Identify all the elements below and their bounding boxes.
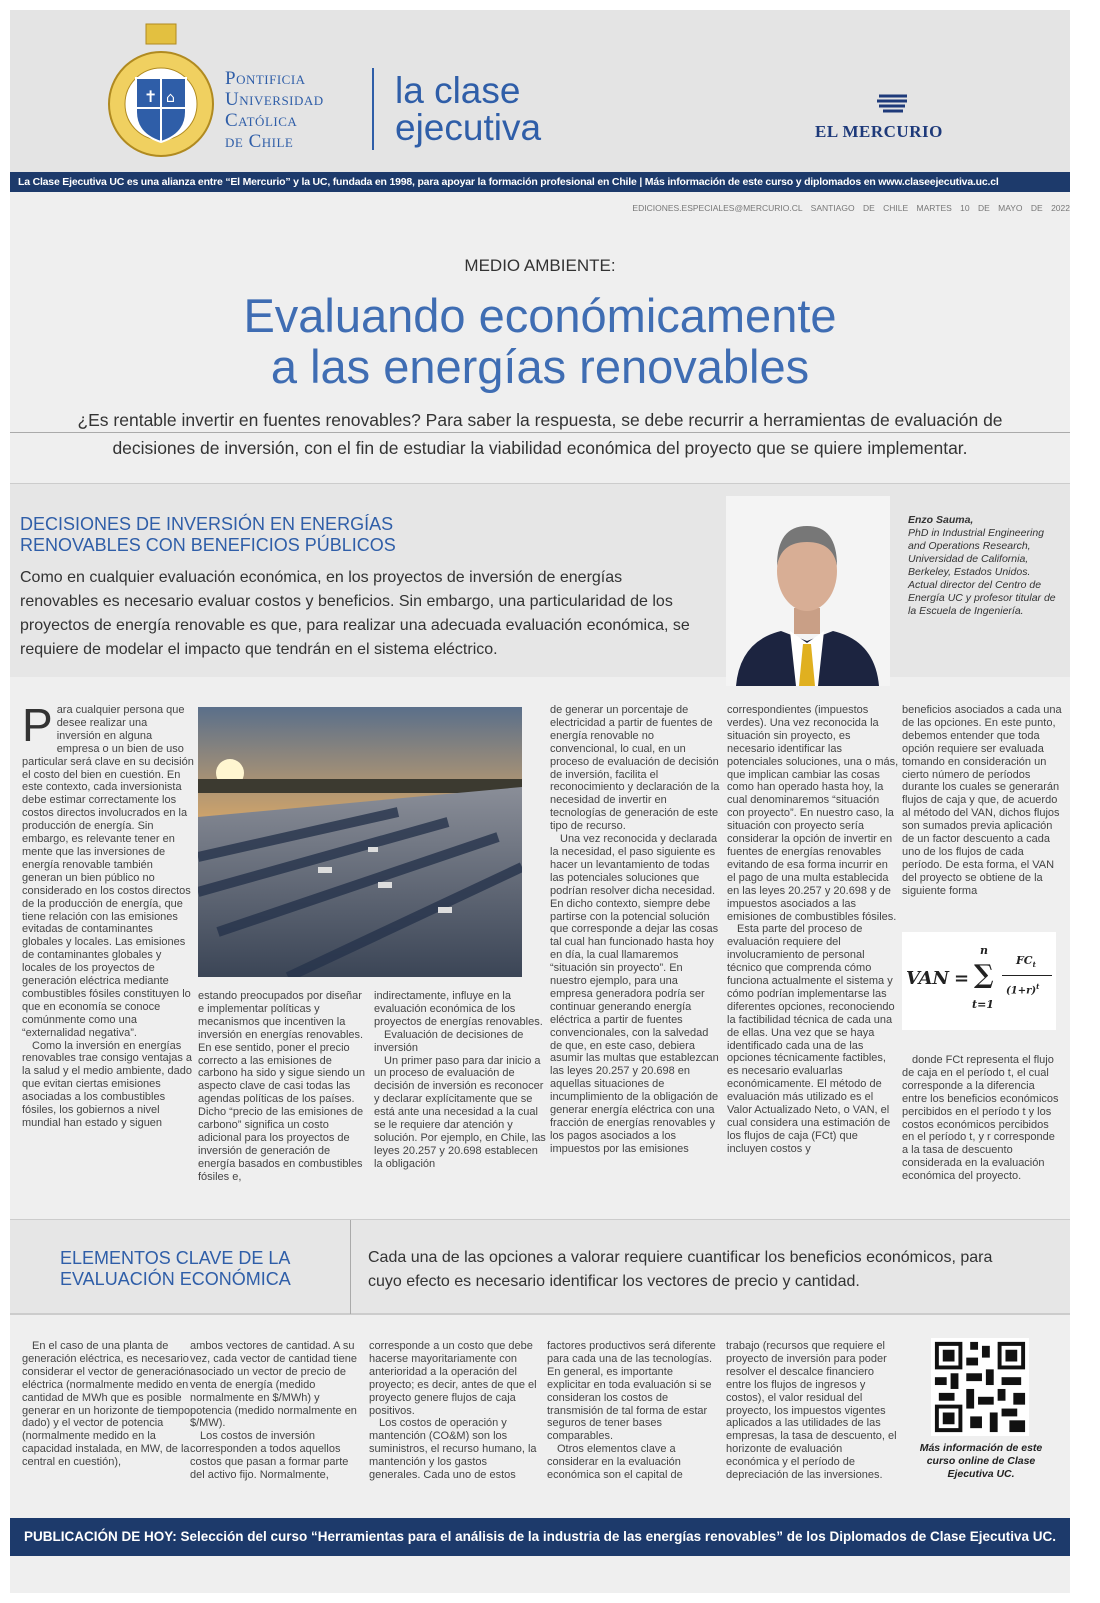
solar-panels-photo <box>198 707 522 977</box>
section-key-elements <box>10 1219 1070 1315</box>
qr-caption: Más información de este curso online de Clase Ejecutiva UC. <box>919 1442 1043 1480</box>
brand-la-clase-ejecutiva: la clase ejecutiva <box>395 70 542 148</box>
subheadline: ¿Es rentable invertir en fuentes renovables? Para saber la respuesta, se debe recurrir a herramientas de evaluación de decisiones de inversión, con el fin de estudiar la viabilidad económica del proyecto que se quiere implementar. <box>77 410 1003 458</box>
divider <box>350 1220 351 1314</box>
svg-text:✝: ✝ <box>144 87 158 106</box>
section-intro <box>10 483 1070 677</box>
newspaper-page <box>10 10 1070 1593</box>
divider <box>372 68 374 150</box>
date: MARTES 10 DE MAYO DE 2022 <box>916 203 1070 213</box>
university-name: Pontificia Universidad Católica de Chile <box>225 68 324 152</box>
section-lead: Como en cualquier evaluación económica, en los proyectos de inversión de energías renovables es necesario evaluar costos y beneficios. Sin embargo, una particularidad de los proyectos de energía renovable es que, para realizar una adecuada evaluación económica, se requiere de modelar el impacto que tendrán en el sistema eléctrico. <box>20 569 690 658</box>
qr-code[interactable] <box>931 1338 1029 1436</box>
dateline <box>632 203 1070 213</box>
bottom-column-2: ambos vectores de cantidad. A su vez, cada vector de cantidad tiene asociado un vector de precio de venta de energía (medido normalmente en $/MWh) y potencia (medido normalmente en $/MW). Los costos de inversión corresponden a todos aquellos costos que pasan a formar parte del activo fijo. Normalmente, <box>190 1340 357 1482</box>
headline: Evaluando económicamente a las energías renovables <box>243 289 837 393</box>
svg-text:⌂: ⌂ <box>166 90 175 106</box>
alliance-banner: La Clase Ejecutiva UC es una alianza entre “El Mercurio” y la UC, fundada en 1998, para apoyar la formación profesional en Chile | Más información de este curso y diplomados en www.claseejecutiva.uc.cl <box>10 172 1070 192</box>
author-caption: Enzo Sauma, PhD in Industrial Engineering and Operations Research, Universidad de California, Berkeley, Estados Unidos. Actual director del Centro de Energía UC y profesor titular de la Escuela de Ingeniería. <box>908 514 1056 617</box>
section-heading: ELEMENTOS CLAVE DE LA EVALUACIÓN ECONÓMICA <box>60 1248 291 1289</box>
article-column-3: indirectamente, influye en la evaluación económica de los proyectos de energías renovables. Evaluación de decisiones de inversión Un primer paso para dar inicio a un proceso de evaluación de decisión de inversión es reconocer y declarar explícitamente que se está ante una necesidad a la cual se le requiere dar atención y solución. Por ejemplo, en Chile, las leyes 20.257 y 20.698 establecen la obligación <box>374 990 546 1170</box>
bottom-column-1: En el caso de una planta de generación eléctrica, es necesario considerar el vector de generación eléctrica (normalmente medido en cantidad de MWh que es posible generar en un horizonte de tiempo dado) y el vector de potencia (normalmente medido en la capacidad instalada, en MW, de la central en cuestión), <box>22 1340 191 1469</box>
publication-footer: PUBLICACIÓN DE HOY: Selección del curso “Herramientas para el análisis de la industria de las energías renovables” de los Diplomados de Clase Ejecutiva UC. <box>10 1518 1070 1556</box>
article-column-4: de generar un porcentaje de electricidad a partir de fuentes de energía renovable no convencional, lo cual, en un proceso de evaluación de decisión de inversión, facilita el reconocimiento y declaración de la necesidad de invertir en tecnologías de generación de este tipo de recurso. Una vez reconocida y declarada la necesidad, el paso siguiente es hacer un levantamiento de todas las potenciales soluciones que podrían resolver dicha necesidad. En dicho contexto, siempre debe partirse con la potencial solución que corresponde a dejar las cosas tal cual han funcionado hasta hoy en día, la cual llamaremos “situación sin proyecto”. En nuestro ejemplo, para una empresa generadora podría ser continuar generando energía eléctrica a partir de fuentes convencionales, con la salvedad de que, en este caso, debiera asumir las multas que establezcan las leyes 20.257 y 20.698 en aquellas situaciones de incumplimiento de la obligación de generar energía eléctrica con una fracción de energías renovables y los pagos asociados a los impuestos por las emisiones <box>550 704 720 1155</box>
bottom-column-3: corresponde a un costo que debe hacerse mayoritariamente con anterioridad a la operación del proyecto; es decir, antes de que el proyecto genere flujos de caja positivos. Los costos de operación y mantención (CO&M) son los suministros, el recurso humano, la mantención y los gastos generales. Cada uno de estos <box>369 1340 537 1482</box>
masthead <box>10 10 1070 172</box>
bottom-column-5: trabajo (recursos que requiere el proyecto de inversión para poder resolver el descalce financiero entre los flujos de ingresos y costos), el valor residual del proyecto, los impuestos vigentes aplicados a las utilidades de las empresas, la tasa de descuento, el horizonte de evaluación económica y el período de depreciación de las inversiones. <box>726 1340 897 1482</box>
drop-cap: P <box>22 699 53 751</box>
article-column-5: correspondientes (impuestos verdes). Una vez reconocida la situación sin proyecto, es necesario identificar las potenciales soluciones, una o más, que implican cambiar las cosas como han operado hasta hoy, la cual denominaremos “situación con proyecto”. En nuestro caso, la situación con proyecto sería considerar la opción de invertir en fuentes de energías renovables evitando de esa forma incurrir en el pago de una multa establecida en las leyes 20.257 y 20.698 y de impuestos asociados a las emisiones de combustibles fósiles. Esta parte del proceso de evaluación requiere del involucramiento de personal técnico que comprenda cómo funciona actualmente el sistema y cómo podrían implementarse las diferentes opciones, reconociendo la factibilidad técnica de cada una de ellas. Una vez que se haya identificado cada una de las opciones técnicamente factibles, es necesario evaluarlas económicamente. El método de evaluación más utilizado es el Valor Actualizado Neto, o VAN, el cual considera una estimación de los flujos de caja (FCt) que incluyen costos y <box>727 704 899 1155</box>
subheading: Evaluación de decisiones de inversión <box>374 1028 524 1054</box>
article-column-2: estando preocupados por diseñar e implementar políticas y mecanismos que incentiven la inversión en energías renovables. En ese sentido, poner el precio correcto a las emisiones de carbono ha sido y sigue siendo un aspecto clave de casi todas las agendas políticas de los países. Dicho “precio de las emisiones de carbono” significa un costo adicional para los proyectos de inversión de generación de energía basados en combustibles fósiles e, <box>198 990 365 1183</box>
el-mercurio-emblem-icon <box>875 92 911 118</box>
van-formula: VAN = n ∑ t=1 $FC_t$ $(1+r)^t$ <box>902 932 1056 1030</box>
section-heading: DECISIONES DE INVERSIÓN EN ENERGÍAS RENOVABLES CON BENEFICIOS PÚBLICOS <box>20 514 396 555</box>
section-kicker: MEDIO AMBIENTE: <box>464 256 616 275</box>
section-lead: Cada una de las opciones a valorar requiere cuantificar los beneficios económicos, para cuyo efecto es necesario identificar los vectores de precio y cantidad. <box>368 1249 993 1290</box>
article-column-6: beneficios asociados a cada una de las opciones. En este punto, debemos entender que toda opción requiere ser evaluada tomando en consideración un cierto número de períodos durante los cuales se generarán flujos de caja y que, de acuerdo al método del VAN, dichos flujos son sumados previa aplicación de un factor descuento a cada uno de los flujos de cada período. De esta forma, el VAN del proyecto se obtiene de la siguiente forma <box>902 704 1062 897</box>
bottom-column-4: factores productivos será diferente para cada una de las tecnologías. En general, es importante explicitar en toda evaluación si se consideran los costos de transmisión de tal forma de estar seguros de tener bases comparables. Otros elementos clave a considerar en la evaluación económica son el capital de <box>547 1340 716 1482</box>
article-column-6-continued: donde FCt representa el flujo de caja en el período t, el cual corresponde a la diferencia entre los beneficios económicos percibidos en el período t y los costos económicos percibidos en el período t, y r corresponde a la tasa de descuento considerada en la evaluación económica del proyecto. <box>902 1054 1059 1183</box>
el-mercurio-logo: EL MERCURIO <box>815 122 943 141</box>
email-link[interactable]: EDICIONES.ESPECIALES@MERCURIO.CL <box>632 203 803 213</box>
author-photo <box>726 496 890 686</box>
article-column-1: Para cualquier persona que desee realizar una inversión en alguna empresa o un bien de uso particular será clave en su decisión el costo del bien en cuestión. En este contexto, cada inversionista debe estimar correctamente los costos directos involucrados en la producción de energía. Sin embargo, es relevante tener en mente que las inversiones de energía renovable también generan un bien público no considerado en los costos directos de la producción de energía, que tiene relación con las emisiones evitadas de contaminantes globales y locales. Las emisiones de contaminantes globales y locales de los proyectos de generación eléctrica mediante combustibles fósiles constituyen lo que en economía se conoce comúnmente como una “externalidad negativa”. Como la inversión en energías renovables trae consigo ventajas a la salud y el medio ambiente, dado que evitan ciertas emisiones asociadas a los combustibles fósiles, los gobiernos a nivel mundial han estado y siguen <box>22 699 194 1129</box>
city: SANTIAGO DE CHILE <box>810 203 909 213</box>
uc-seal-logo <box>108 22 214 160</box>
